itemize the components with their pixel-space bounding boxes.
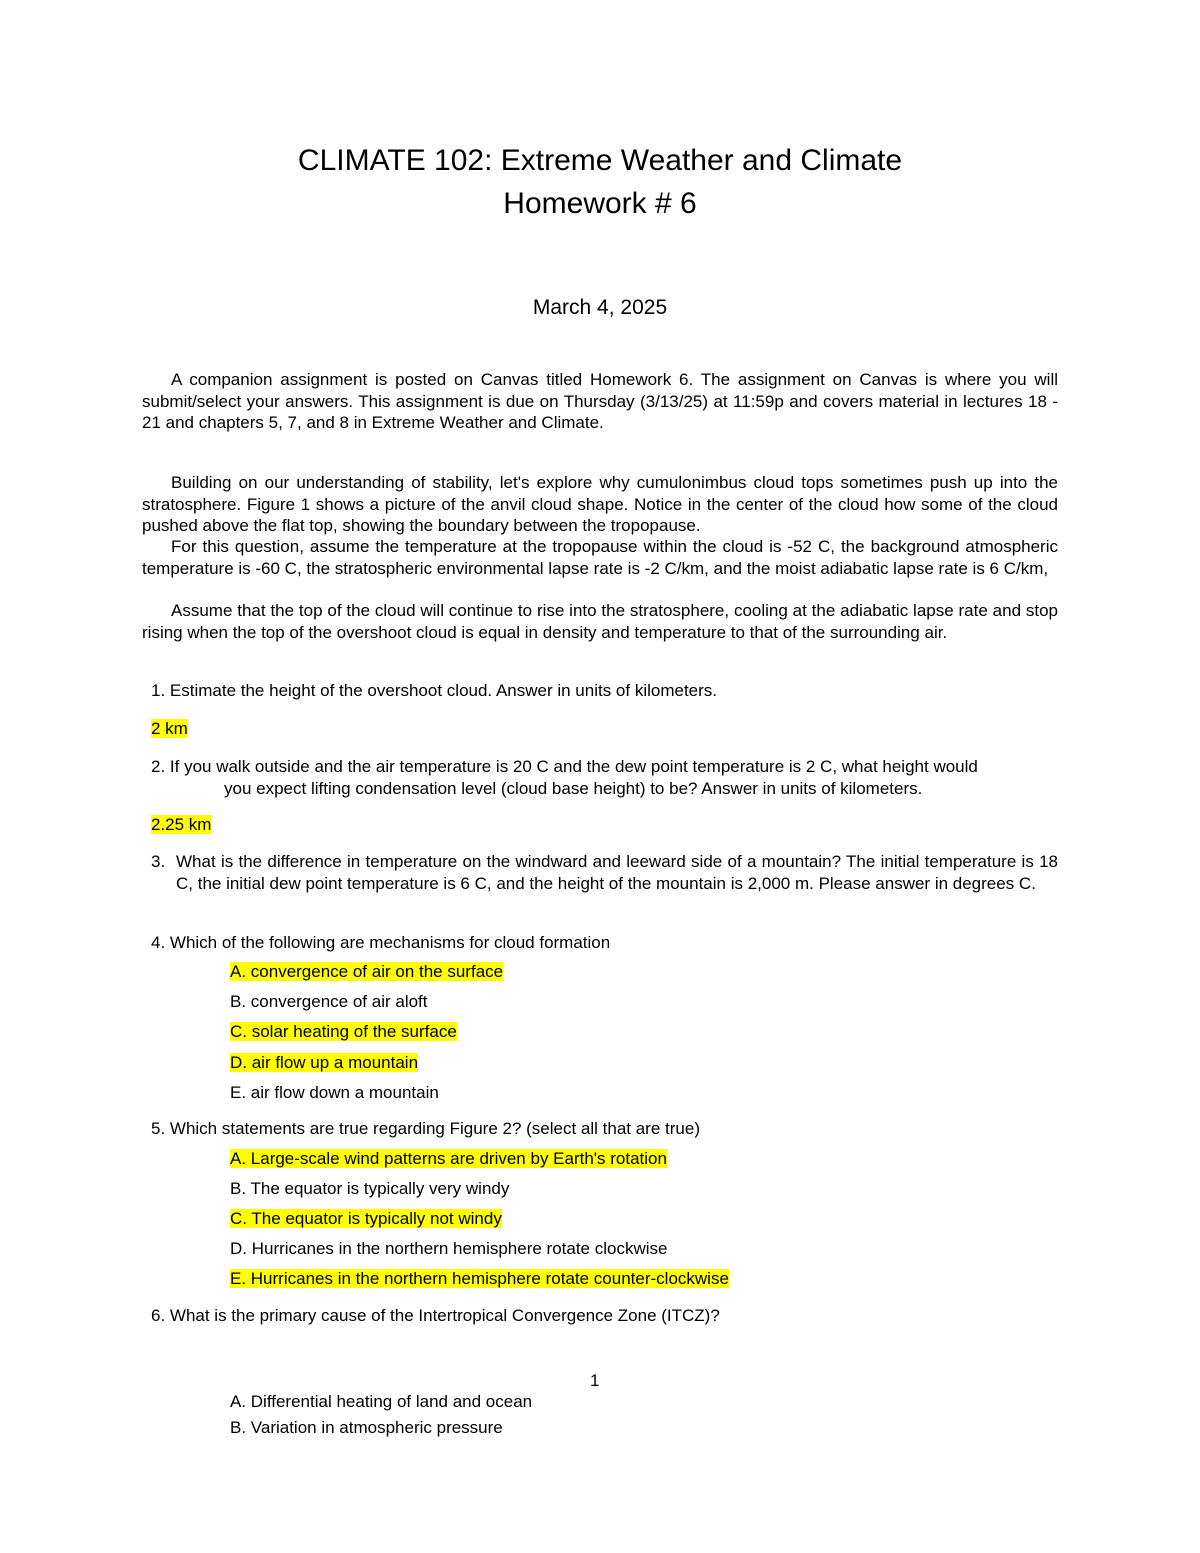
question-3-number: 3.: [151, 852, 166, 871]
option-label: B. Variation in atmospheric pressure: [230, 1418, 503, 1437]
option-label: C. The equator is typically not windy: [230, 1209, 502, 1228]
answer-highlight: 2.25 km: [151, 815, 212, 834]
question-5: 5. Which statements are true regarding Figure 2? (select all that are true): [151, 1119, 700, 1138]
option-label: E. air flow down a mountain: [230, 1083, 439, 1102]
context-paragraph-1: Building on our understanding of stability, let's explore why cumulonimbus cloud tops sometimes push up into the stratosphere. Figure 1 shows a picture of the anvil cloud shape. Notice in the center of the cloud how some of the cloud pushed above the flat top, showing the boundary between the tropopause.: [142, 473, 1058, 535]
question-2-line-1: 2. If you walk outside and the air temperature is 20 C and the dew point temperature is 2 C, what height would: [151, 757, 978, 776]
q5-option-a[interactable]: [230, 1148, 667, 1170]
option-label: A. convergence of air on the surface: [230, 962, 504, 981]
option-label: D. air flow up a mountain: [230, 1053, 419, 1072]
option-label: C. solar heating of the surface: [230, 1022, 457, 1041]
question-4: 4. Which of the following are mechanisms for cloud formation: [151, 933, 611, 952]
q5-option-e[interactable]: [230, 1268, 729, 1290]
option-label: B. The equator is typically very windy: [230, 1179, 510, 1198]
q5-option-b[interactable]: [230, 1178, 509, 1200]
q6-option-a[interactable]: [230, 1391, 532, 1413]
q6-option-b[interactable]: [230, 1417, 503, 1439]
question-2-line-2: you expect lifting condensation level (cloud base height) to be? Answer in units of kilometers.: [224, 779, 923, 798]
document-title: CLIMATE 102: Extreme Weather and Climate: [297, 144, 903, 177]
question-6: 6. What is the primary cause of the Intertropical Convergence Zone (ITCZ)?: [151, 1306, 720, 1325]
page-number: 1: [590, 1371, 600, 1390]
question-3: What is the difference in temperature on the windward and leeward side of a mountain? The initial temperature is 18 C, the initial dew point temperature is 6 C, and the height of the mountain is 2,000 m. Please answer in degrees C.: [176, 852, 1058, 893]
document-date: March 4, 2025: [532, 296, 668, 319]
option-label: D. Hurricanes in the northern hemisphere rotate clockwise: [230, 1239, 668, 1258]
q4-option-a[interactable]: [230, 961, 503, 983]
option-label: A. Differential heating of land and ocean: [230, 1392, 533, 1411]
q5-option-d[interactable]: [230, 1238, 667, 1260]
document-subtitle: Homework # 6: [503, 187, 697, 220]
intro-paragraph: A companion assignment is posted on Canvas titled Homework 6. The assignment on Canvas is where you will submit/select your answers. This assignment is due on Thursday (3/13/25) at 11:59p and covers material in lectures 18 - 21 and chapters 5, 7, and 8 in Extreme Weather and Climate.: [142, 370, 1058, 432]
q4-option-b[interactable]: [230, 991, 428, 1013]
option-label: A. Large-scale wind patterns are driven by Earth's rotation: [230, 1149, 667, 1168]
question-1-answer: [151, 718, 188, 740]
context-paragraph-2: For this question, assume the temperature at the tropopause within the cloud is -52 C, the background atmospheric temperature is -60 C, the stratospheric environmental lapse rate is -2 C/km, and the moist adiabatic lapse rate is 6 C/km,: [142, 537, 1058, 578]
answer-highlight: 2 km: [151, 719, 188, 738]
q5-option-c[interactable]: [230, 1208, 502, 1230]
question-2-answer: [151, 814, 211, 836]
q4-option-d[interactable]: [230, 1052, 418, 1074]
question-1: 1. Estimate the height of the overshoot cloud. Answer in units of kilometers.: [151, 681, 718, 700]
q4-option-e[interactable]: [230, 1082, 439, 1104]
option-label: E. Hurricanes in the northern hemisphere rotate counter-clockwise: [230, 1269, 729, 1288]
option-label: B. convergence of air aloft: [230, 992, 428, 1011]
q4-option-c[interactable]: [230, 1021, 457, 1043]
context-paragraph-3: Assume that the top of the cloud will continue to rise into the stratosphere, cooling at the adiabatic lapse rate and stop rising when the top of the overshoot cloud is equal in density and temperature to that of the surrounding air.: [142, 601, 1058, 642]
